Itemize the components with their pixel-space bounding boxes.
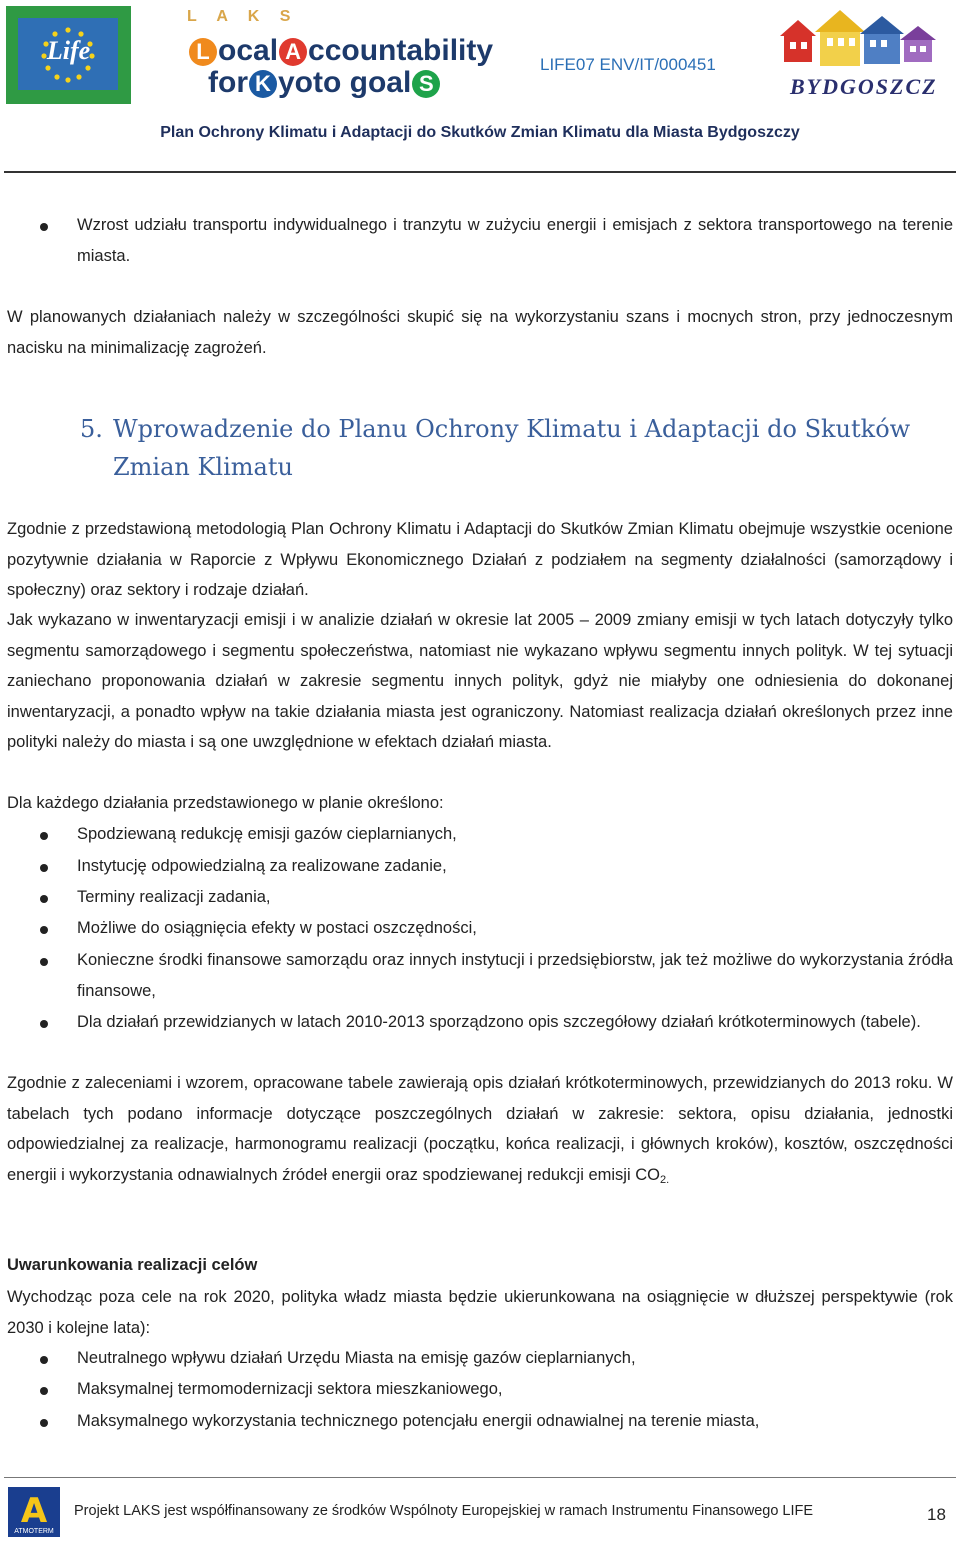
paragraph: Wychodząc poza cele na rok 2020, polityka władz miasta będzie ukierunkowana na osiągnięcie w dłuższej perspektywie (rok 2030 i kolejne lata): — [7, 1288, 953, 1337]
bullet-icon — [40, 1356, 48, 1364]
atmoterm-a-icon: A — [20, 1491, 48, 1531]
project-code: LIFE07 ENV/IT/000451 — [540, 55, 716, 74]
section-heading — [80, 410, 950, 486]
bullet-icon — [40, 1387, 48, 1395]
bullet-icon — [40, 1419, 48, 1427]
header-divider — [4, 171, 956, 173]
bullet-icon — [40, 958, 48, 966]
section-heading-line2: Zmian Klimatu — [113, 453, 293, 481]
atmoterm-logo — [8, 1487, 60, 1537]
footer-text: Projekt LAKS jest współfinansowany ze środków Wspólnoty Europejskiej w ramach Instrumentu Finansowego LIFE — [74, 1503, 814, 1519]
paragraph: Dla każdego działania przedstawionego w planie określono: — [7, 794, 444, 812]
list-item-text: Neutralnego wpływu działań Urzędu Miasta na emisję gazów cieplarnianych, — [77, 1349, 636, 1367]
laks-circle-k: K — [249, 70, 277, 98]
list-item-text: Wzrost udziału transportu indywidualnego i tranzytu w zużyciu energii i emisjach z sektora transportowego na terenie miasta. — [77, 216, 953, 265]
page-header-title: Plan Ochrony Klimatu i Adaptacji do Skutków Zmian Klimatu dla Miasta Bydgoszczy — [160, 124, 800, 141]
list-item — [40, 1406, 953, 1437]
laks-text-yoto: yoto goal — [278, 66, 412, 99]
city-houses-icon — [760, 6, 950, 76]
paragraph: Jak wykazano w inwentaryzacji emisji i w analizie działań w okresie lat 2005 – 2009 zmiany emisji w tych latach dotyczyły tylko segmentu samorządowego i segmentu społeczeństwa, natomiast nie wykazano wpływu segmentu innych polityk. W tej sytuacji zaniechano proponowania działań w zakresie segmentu innych polityk, gdyż nie miałyby one odniesienia do dokonanej inwentaryzacji, a ponadto wpływ na takie działania miasta jest ograniczony. Natomiast realizacja działań określonych przez inne polityki należy do miasta i są one uwzględnione w efektach działań miasta. — [7, 611, 953, 751]
laks-text-ccountability: ccountability — [308, 34, 494, 67]
laks-logo-line1 — [188, 34, 493, 68]
co2-subscript: 2. — [659, 1173, 670, 1186]
life-logo-text: Life — [46, 36, 91, 65]
list-item-text: Instytucję odpowiedzialną za realizowane zadanie, — [77, 857, 447, 875]
city-logo-text: BYDGOSZCZ — [790, 74, 938, 99]
list-item-text: Maksymalnego wykorzystania technicznego potencjału energii odnawialnej na terenie miasta, — [77, 1412, 760, 1430]
life-logo — [6, 6, 131, 104]
list-item-text: Maksymalnej termomodernizacji sektora mieszkaniowego, — [77, 1380, 503, 1398]
list-item — [40, 945, 953, 1006]
section-number: 5. — [80, 415, 103, 443]
section-heading-line1: Wprowadzenie do Planu Ochrony Klimatu i Adaptacji do Skutków — [113, 415, 911, 443]
bullet-icon — [40, 832, 48, 840]
footer-divider — [4, 1477, 956, 1478]
list-item-text: Możliwe do osiągnięcia efekty w postaci oszczędności, — [77, 919, 477, 937]
list-item — [40, 1374, 953, 1405]
list-item — [40, 851, 953, 882]
list-item — [40, 1343, 953, 1374]
laks-small-title: L A K S — [187, 8, 299, 25]
atmoterm-logo-text: ATMOTERM — [14, 1528, 54, 1535]
bullet-icon — [40, 864, 48, 872]
laks-text-for: for — [208, 66, 248, 99]
list-item — [40, 882, 953, 913]
laks-text-ocal: ocal — [218, 34, 279, 67]
bullet-icon — [40, 1020, 48, 1028]
list-item-text: Spodziewaną redukcję emisji gazów cieplarnianych, — [77, 825, 457, 843]
laks-circle-s: S — [412, 70, 440, 98]
paragraph-text: Zgodnie z zaleceniami i wzorem, opracowane tabele zawierają opis działań krótkoterminowych, przewidzianych do 2013 roku. W tabelach tych podano informacje dotyczące poszczególnych działań w zakresie: sektora, opisu działania, jednostki odpowiedzialnej za realizacje, harmonogramu realizacji (początku, końca realizacji, i głównych kroków), kosztów, oszczędności energii i wykorzystania odnawialnych źródeł energii oraz spodziewanej redukcji emisji CO — [7, 1074, 953, 1184]
subheading: Uwarunkowania realizacji celów — [7, 1256, 258, 1274]
laks-circle-l: L — [189, 38, 217, 66]
list-item — [40, 1007, 953, 1038]
paragraph: W planowanych działaniach należy w szczególności skupić się na wykorzystaniu szans i mocnych stron, przy jednoczesnym nacisku na minimalizację zagrożeń. — [7, 308, 953, 357]
bullet-icon — [40, 895, 48, 903]
list-item-text: Konieczne środki finansowe samorządu oraz innych instytucji i przedsiębiorstw, jak też możliwe do wykorzystania źródła finansowe, — [77, 951, 953, 1000]
list-item — [40, 210, 953, 271]
page-number: 18 — [927, 1505, 946, 1524]
list-item-text: Terminy realizacji zadania, — [77, 888, 271, 906]
laks-logo-line2 — [208, 66, 441, 100]
paragraph — [7, 1068, 953, 1195]
list-item — [40, 913, 953, 944]
laks-circle-a: A — [279, 38, 307, 66]
list-item-text: Dla działań przewidzianych w latach 2010-2013 sporządzono opis szczegółowy działań krótkoterminowych (tabele). — [77, 1013, 921, 1031]
paragraph: Zgodnie z przedstawioną metodologią Plan Ochrony Klimatu i Adaptacji do Skutków Zmian Klimatu obejmuje wszystkie ocenione pozytywnie działania w Raporcie z Wpływu Ekonomicznego Działań z podziałem na segmenty działalności (samorządowy i społeczny) oraz sektory i rodzaje działań. — [7, 520, 953, 599]
list-item — [40, 819, 953, 850]
bullet-icon — [40, 223, 48, 231]
bullet-icon — [40, 926, 48, 934]
